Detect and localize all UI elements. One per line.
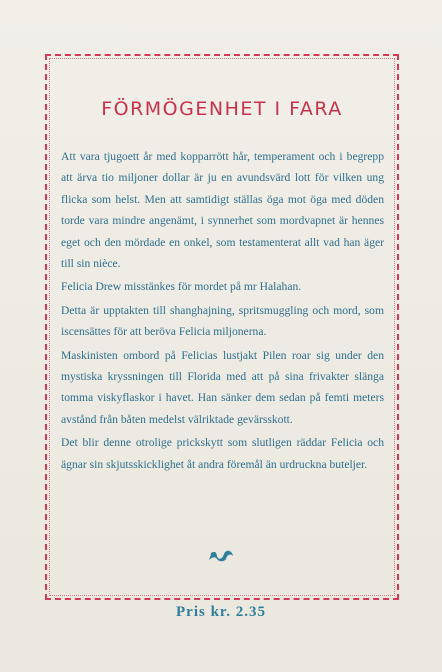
- blurb-paragraph-4: Maskinisten ombord på Felicias lustjakt Pilen roar sig under den mystiska kryssningen till Florida med att på sina frivakter slänga tomma viskyflaskor i havet. Han sänker dem sedan på femti meters avstånd från båten medelst välriktade gevärsskott.: [61, 348, 384, 426]
- blurb-paragraph-5: Det blir denne otrolige prickskytt som slutligen räddar Felicia och ägnar sin skjutsskicklighet åt andra föremål än urdruckna buteljer.: [61, 436, 384, 471]
- blurb-paragraph-2: Felicia Drew misstänkes för mordet på mr Halahan.: [61, 280, 302, 294]
- blurb-paragraph-3: Detta är upptakten till shanghajning, spritsmuggling och mord, som iscensättes för att beröva Felicia miljonerna.: [61, 303, 384, 339]
- page-title: FÖRMÖGENHET I FARA: [101, 98, 343, 120]
- wave-ornament-icon: [206, 546, 236, 564]
- blurb-text: [61, 146, 384, 477]
- price-label: Pris kr. 2.35: [176, 604, 266, 620]
- blurb-paragraph-1: Att vara tjugoett år med kopparrött hår, temperament och i begrepp att ärva tio miljoner dollar är ju en avundsvärd lott för vilken ung flicka som helst. Men att samtidigt ställas öga mot öga med döden torde vara mindre angenämt, i synnerhet som mordvapnet är hennes eget och den mördade en onkel, som testamenterat allt vad han äger till sin nièce.: [61, 150, 384, 271]
